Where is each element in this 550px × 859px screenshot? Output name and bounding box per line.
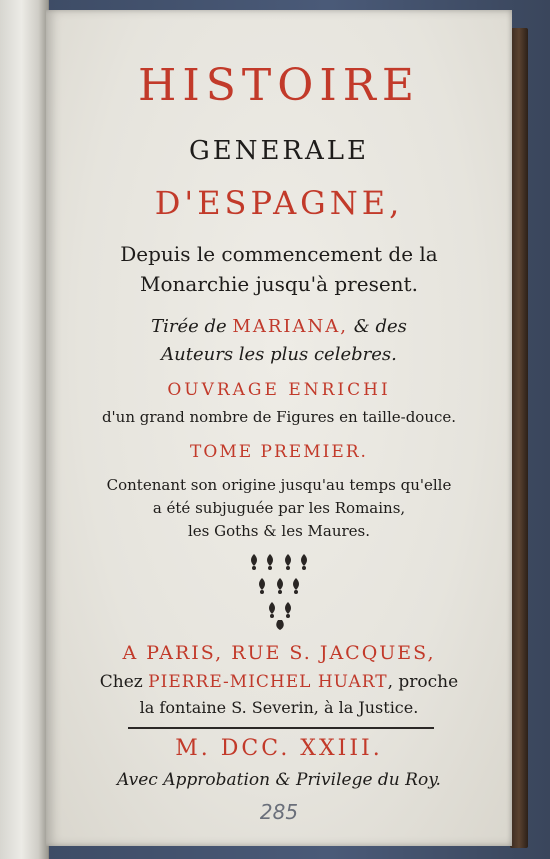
- source-line-1: [46, 316, 512, 337]
- title-line-3: D'ESPAGNE,: [154, 184, 404, 222]
- source-prefix: Tirée de: [151, 316, 233, 337]
- subtitle-line-1: Depuis le commencement de la: [120, 242, 438, 266]
- source-line-2: Auteurs les plus celebres.: [161, 344, 397, 365]
- title-page: [46, 10, 512, 846]
- imprint-privilege: Avec Approbation & Privilege du Roy.: [117, 770, 441, 790]
- contents-line-3: les Goths & les Maures.: [187, 522, 371, 540]
- title-line-2: GENERALE: [188, 136, 370, 166]
- title-line-1: HISTOIRE: [138, 60, 420, 111]
- leather-cover-edge: [510, 28, 528, 848]
- enrichment-heading: OUVRAGE ENRICHI: [167, 380, 391, 400]
- source-suffix: & des: [353, 316, 407, 337]
- imprint-proche: , proche: [387, 672, 459, 692]
- imprint-chez: Chez: [99, 672, 149, 692]
- fleuron-ornament-icon: [242, 550, 322, 632]
- source-author: MARIANA,: [232, 316, 348, 337]
- page-edge-left: [0, 0, 49, 859]
- imprint-date: M. DCC. XXIII.: [175, 736, 383, 761]
- imprint-publisher: PIERRE-MICHEL HUART: [148, 672, 388, 692]
- divider-rule: [128, 727, 434, 729]
- imprint-place: A PARIS, RUE S. JACQUES,: [122, 642, 436, 664]
- imprint-location: la fontaine S. Severin, à la Justice.: [139, 698, 419, 717]
- imprint-publisher-line: [46, 672, 512, 692]
- handwritten-note: 285: [259, 800, 299, 824]
- volume-label: TOME PREMIER.: [190, 442, 368, 462]
- subtitle-line-2: Monarchie jusqu'à present.: [140, 272, 418, 296]
- contents-line-1: Contenant son origine jusqu'au temps qu'elle: [106, 476, 452, 494]
- contents-line-2: a été subjuguée par les Romains,: [152, 499, 406, 517]
- enrichment-text: d'un grand nombre de Figures en taille-douce.: [101, 408, 457, 426]
